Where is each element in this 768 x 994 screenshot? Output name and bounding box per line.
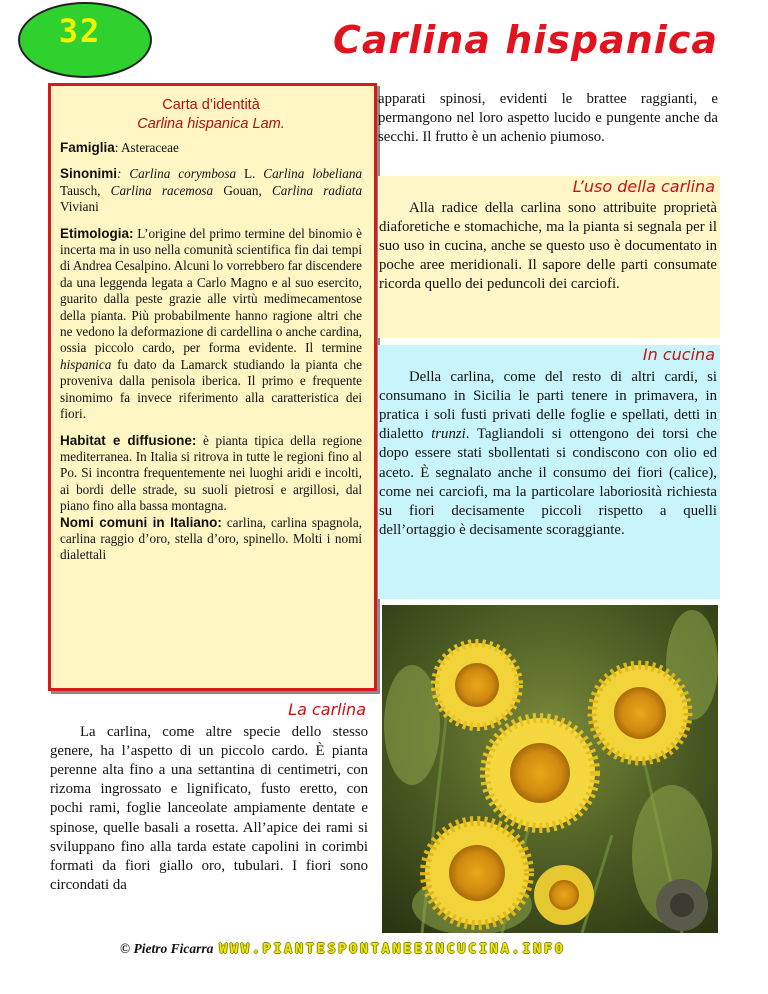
nomi-label: Nomi comuni in Italiano: bbox=[60, 514, 222, 530]
famiglia-entry bbox=[60, 140, 362, 156]
flower-5 bbox=[534, 865, 594, 925]
card-title: Carta d’identità bbox=[162, 97, 260, 113]
card-subtitle: Carlina hispanica Lam. bbox=[137, 116, 285, 132]
cucina-heading: In cucina bbox=[642, 345, 715, 364]
flower-photo-illustration bbox=[382, 605, 718, 933]
etimologia-label: Etimologia: bbox=[60, 225, 134, 241]
continuation-text: apparati spinosi, evidenti le brattee raggianti, e permangono nel loro aspetto lucido e pungente anche da secchi. Il frutto è un achenio piumoso. bbox=[378, 91, 718, 146]
uso-heading: L’uso della carlina bbox=[572, 177, 715, 196]
uso-section bbox=[378, 176, 720, 338]
habitat-entry: Habitat e diffusione: è pianta tipica della regione mediterranea. In Italia si ritrova in tutte le regioni fino al Po. Si incontra frequentemente nei luoghi aridi e incolti, ai bordi delle strade, su suoli pietrosi e argillosi, dal piano fino alla bassa montagna. bbox=[60, 432, 363, 514]
flower-2 bbox=[592, 665, 688, 761]
cucina-section bbox=[378, 345, 720, 599]
page-title: Carlina hispanica bbox=[332, 18, 718, 62]
cucina-text: Della carlina, come del resto di altri cardi, si consumano in Sicilia le parti tenere in primavera, in pratica i soli fusti privati delle foglie e spellati, detti in dialetto trunzi. Tagliandoli si ottengono dei torsi che dopo essere stati sbollentati si condiscono con olio ed aceto. È segnalato anche il consumo dei fiori (calice), come nei carciofi, ma la particolare laboriosità richiesta su fiori decisamente piccoli rispetto a quelli dell’ortaggio è decisamente scoraggiante. bbox=[379, 369, 718, 538]
carlina-section bbox=[50, 700, 368, 895]
sinonimi-label: Sinonimi bbox=[60, 166, 117, 182]
dried-flower bbox=[656, 879, 708, 931]
author-credit: © Pietro Ficarra bbox=[120, 941, 214, 956]
footer bbox=[120, 941, 680, 957]
etimologia-entry: Etimologia: L’origine del primo termine del binomio è incerta ma in uso nella comunità scientifica fin dai tempi di Andrea Cesalpino. Alcuni lo vorrebbero far discendere da una leggenda legata a Carlo Magno e al suo esercito, guarito dalla peste grazie alle virtù medimecamentose della pianta. Più probabilmente hanno ragione altri che ne vedono la deformazione di cardellina o anche cardina, ossia piccolo cardo, per forma evidente. Il termine hispanica fu dato da Lamarck studiando la pianta che proveniva dalla penisola iberica. Il primo e frequente sinomimo fa invece riferimento alla caratteristica dei fiori. bbox=[60, 225, 363, 422]
nomi-entry: Nomi comuni in Italiano: carlina, carlina spagnola, carlina raggio d’oro, stella d’oro, spinello. Molti i nomi dialettali bbox=[60, 514, 362, 563]
famiglia-label: Famiglia bbox=[60, 140, 115, 155]
sinonimi-entry: Sinonimi: Carlina corymbosa L. Carlina lobeliana Tausch, Carlina racemosa Gouan, Carlina radiata Viviani bbox=[60, 166, 363, 215]
famiglia-value: : Asteraceae bbox=[114, 140, 179, 155]
page-number: 32 bbox=[58, 12, 102, 50]
carlina-heading: La carlina bbox=[288, 700, 366, 719]
page-number-badge bbox=[18, 2, 152, 78]
website-link[interactable]: WWW.PIANTESPONTANEEINCUCINA.INFO bbox=[219, 942, 566, 957]
flower-4 bbox=[425, 821, 529, 925]
flower-1 bbox=[435, 643, 519, 727]
carlina-photo bbox=[382, 605, 718, 933]
carlina-text: La carlina, come altre specie dello stesso genere, ha l’aspetto di un piccolo cardo. È pianta perenne alta fino a una settantina di centimetri, con rizoma ingrossato e lignificato, fusto eretto, con pochi rami, foglie lanceolate ampiamente dentate e spinose, quelle basali a rosetta. All’apice dei rami si sviluppano fino alla tarda estate capolini in corimbi formati da fiori giallo oro, tubulari. I fiori sono circondati da bbox=[50, 724, 368, 893]
uso-text: Alla radice della carlina sono attribuite proprietà diaforetiche e stomachiche, ma la pianta si segnala per il suo uso in cucina, anche se questo uso è documentato in poche aree meridionali. Il sapore delle parti consumate ricorda quello dei peduncoli dei carciofi. bbox=[379, 200, 717, 293]
identity-card bbox=[48, 83, 377, 691]
flower-3 bbox=[485, 718, 595, 828]
habitat-label: Habitat e diffusione: bbox=[60, 432, 197, 448]
